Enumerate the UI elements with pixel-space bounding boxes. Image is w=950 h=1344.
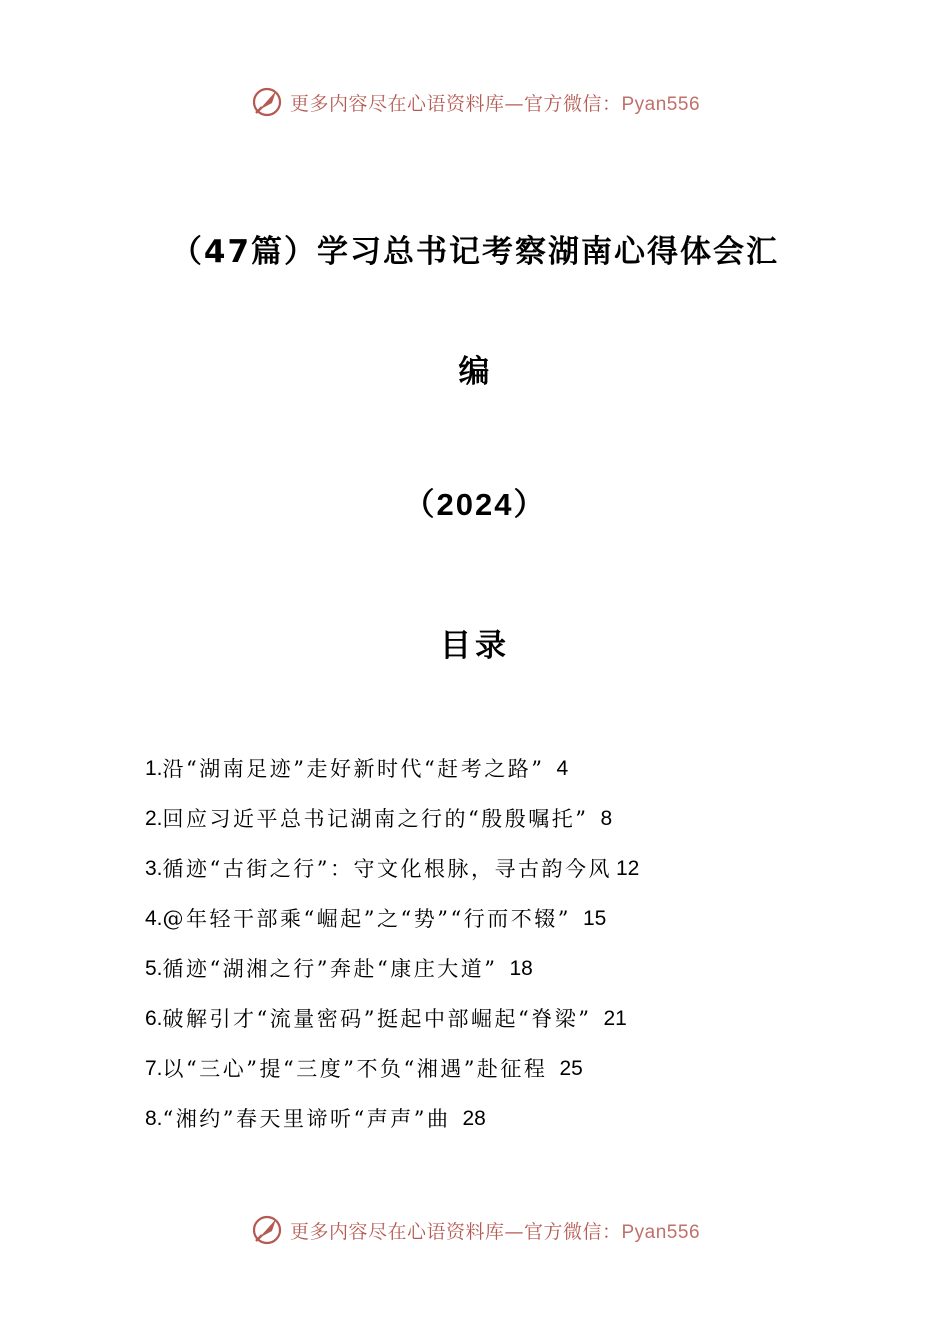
watermark-text: 更多内容尽在心语资料库—官方微信：Pyan556: [289, 1220, 701, 1243]
quill-pen-logo-icon: [250, 85, 284, 119]
toc-entry[interactable]: [145, 1102, 825, 1152]
toc-entry-number: 6.: [145, 1007, 163, 1030]
toc-entry-title: 破解引才“流量密码”挺起中部崛起“脊梁”: [162, 1007, 592, 1031]
toc-entry-title: 以“三心”提“三度”不负“湘遇”赴征程: [162, 1057, 548, 1081]
document-year: （2024）: [403, 487, 547, 522]
footer-watermark: [0, 1210, 950, 1250]
toc-entry[interactable]: [145, 802, 825, 852]
toc-entry[interactable]: [145, 902, 825, 952]
toc-entry-number: 2.: [145, 807, 163, 830]
toc-entry-page: 28: [462, 1107, 486, 1130]
toc-entry[interactable]: [145, 1052, 825, 1102]
toc-entry-title: 循迹“古街之行”：守文化根脉，寻古韵今风: [162, 857, 612, 881]
toc-entry-page: 12: [616, 857, 640, 880]
toc-entry-page: 18: [509, 957, 533, 980]
header-watermark: [0, 82, 950, 122]
toc-entry-page: 15: [582, 907, 607, 930]
toc-entry-page: 21: [603, 1007, 627, 1030]
toc-entry[interactable]: [145, 852, 825, 902]
toc-entry[interactable]: [145, 752, 825, 802]
toc-entry-page: 4: [556, 757, 569, 780]
toc-entry-title: 回应习近平总书记湖南之行的“殷殷嘱托”: [162, 807, 589, 831]
quill-pen-logo-icon: [250, 1213, 284, 1247]
toc-entry-number: 8.: [145, 1107, 163, 1130]
toc-entry-title: 循迹“湖湘之行”奔赴“康庄大道”: [162, 957, 498, 981]
toc-entry-number: 5.: [145, 957, 163, 980]
document-title-line1: （47篇）学习总书记考察湖南心得体会汇: [170, 234, 780, 270]
table-of-contents: [145, 752, 825, 1152]
toc-entry[interactable]: [145, 1002, 825, 1052]
toc-heading: 目录: [440, 628, 510, 664]
watermark-text: 更多内容尽在心语资料库—官方微信：Pyan556: [289, 92, 701, 115]
toc-entry-page: 8: [600, 807, 613, 830]
toc-entry-number: 4.: [145, 907, 163, 930]
toc-entry[interactable]: [145, 952, 825, 1002]
toc-entry-page: 25: [559, 1057, 583, 1080]
toc-entry-title: 沿“湖南足迹”走好新时代“赶考之路”: [162, 757, 545, 781]
toc-entry-number: 1.: [145, 757, 163, 780]
toc-entry-title: “湘约”春天里谛听“声声”曲: [162, 1107, 451, 1131]
toc-entry-number: 3.: [145, 857, 163, 880]
toc-entry-number: 7.: [145, 1057, 163, 1080]
document-title-line2: 编: [458, 354, 492, 390]
toc-entry-title: @年轻干部乘“崛起”之“势”“行而不辍”: [162, 907, 571, 931]
